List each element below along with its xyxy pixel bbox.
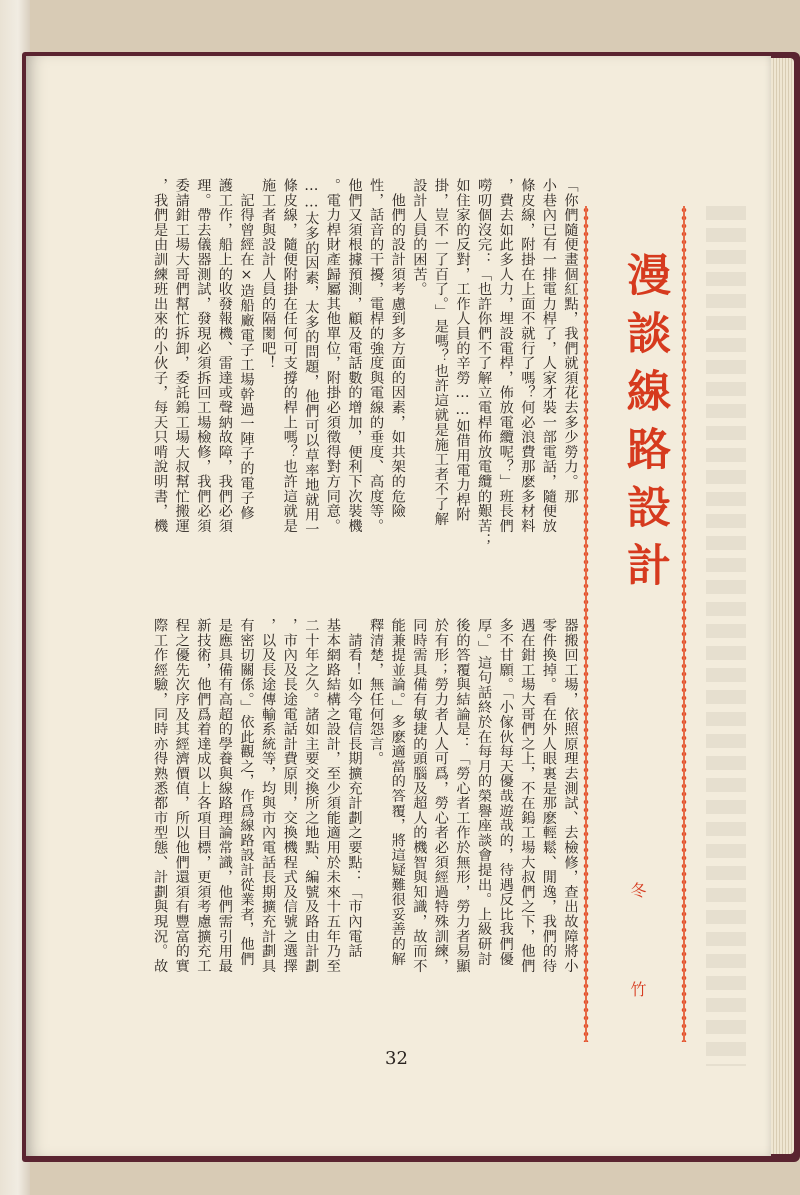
- text-column: 有密切關係。」依此觀之，作爲線路設計從業者，他們: [238, 618, 255, 967]
- text-column: ，我們是由訓練班出來的小伙子，每天只啃說明書，機: [152, 178, 169, 534]
- text-column: 條皮線，隨便附掛在任何可支撐的桿上嗎？也許這就是: [281, 178, 298, 534]
- text-column: 是應具備有高超的學養與線路理論常識，他們需引用最: [216, 618, 233, 974]
- text-column: 器搬回工場，依照原理去測試、去檢修，查出故障將小: [562, 618, 579, 974]
- text-column: 嘮叨個沒完：「也許你們不了解立電桿佈放電纜的艱苦；: [476, 178, 493, 548]
- text-column: 設計人員的困苦。: [411, 178, 428, 297]
- text-column: 「你們隨便畫個紅點，我們就須花去多少勞力。那: [562, 178, 579, 504]
- text-column: 施工者與設計人員的隔閡吧！: [260, 178, 277, 371]
- text-column: 遇在鉗工場大哥們之上，不在鎢工場大叔們之下，他們: [519, 618, 536, 974]
- text-column: 基本網路結構之設計，至少須能適用於未來十五年乃至: [324, 618, 341, 974]
- text-column: 厚。」這句話終於在每月的榮譽座談會提出。上級研討: [476, 618, 493, 967]
- text-column: 小巷內已有一排電力桿了，人家才裝一部電話，隨便放: [540, 178, 557, 534]
- text-column: 新技術，他們爲着達成以上各項目標，更須考慮擴充工: [195, 618, 212, 974]
- text-column: 護工作，船上的收發報機、雷達或聲納故障，我們必須: [216, 178, 233, 534]
- text-column: 後的答覆與結論是：「勞心者工作於無形，勞力者易顯: [454, 618, 471, 974]
- text-column: 於有形；勞力者人人可爲，勞心者必須經過特殊訓練，: [432, 618, 449, 974]
- text-column: 條皮線，附掛在上面不就行了嗎？何必浪費那麽多材料: [519, 178, 536, 534]
- text-column: 釋清楚，無任何怨言。: [368, 618, 385, 766]
- text-column: 多不甘願。「小傢伙每天優哉遊哉的，待遇反比我們優: [497, 618, 514, 967]
- text-column: 他們的設計須考慮到多方面的因素，如共架的危險: [389, 178, 406, 519]
- text-column: 他們又須根據預測，顧及電話數的增加，便利下次裝機: [346, 178, 363, 534]
- article-author: 冬 竹: [628, 882, 647, 1029]
- text-column: 請看！如今電信長期擴充計劃之要點：「市內電話: [346, 618, 363, 959]
- text-column: 零件換掉。看在外人眼裏是那麽輕鬆、閒逸，我們的待: [540, 618, 557, 974]
- text-column: ……太多的因素，太多的問題，他們可以草率地就用一: [303, 178, 320, 537]
- text-column: 性，話音的干擾，電桿的強度與電線的垂度、高度等。: [368, 178, 385, 534]
- text-column: 程之優先次序及其經濟價值，所以他們還須有豐富的實: [173, 618, 190, 974]
- text-column: 委請鉗工場大哥們幫忙拆卸，委託鎢工場大叔幫忙搬運: [173, 178, 190, 534]
- text-column: 際工作經驗，同時亦得熟悉都市型態、計劃與現況。故: [152, 618, 169, 974]
- text-column: 能兼提並論。」多麽適當的答覆，將這疑難很妥善的解: [389, 618, 406, 967]
- text-column: 。電力桿財產歸屬其他單位，附掛必須徵得對方同意。: [324, 178, 341, 534]
- text-column: 同時需具備有敏捷的頭腦及超人的機智與知識，故而不: [411, 618, 428, 974]
- text-column: 二十年之久。諸如主要交換所之地點、編號及路由計劃: [303, 618, 320, 974]
- page-number: 32: [385, 1048, 408, 1069]
- decorative-border-right: [680, 206, 688, 1042]
- text-column: ，以及長途傳輸系統等，均與市內電話長期擴充計劃具: [260, 618, 277, 974]
- text-column: 記得曾經在×造船廠電子工場幹過一陣子的電子修: [238, 178, 255, 521]
- text-column: 如住家的反對，工作人員的辛勞……如借用電力桿附: [454, 178, 471, 522]
- decorative-border-left: [582, 206, 590, 1042]
- text-column: 理。帶去儀器測試，發現必須拆回工場檢修，我們必須: [195, 178, 212, 534]
- article-title: 漫談線路設計: [619, 252, 670, 600]
- text-column: ，費去如此多人力，埋設電桿，佈放電纜呢？」班長們: [497, 178, 514, 534]
- text-column: ，市內及長途電話計費原則，交換機程式及信號之選擇: [281, 618, 298, 974]
- bleed-through-mark: [706, 206, 746, 1066]
- text-column: 掛，豈不一了百了。」是嗎？也許這就是施工者不了解: [432, 178, 449, 527]
